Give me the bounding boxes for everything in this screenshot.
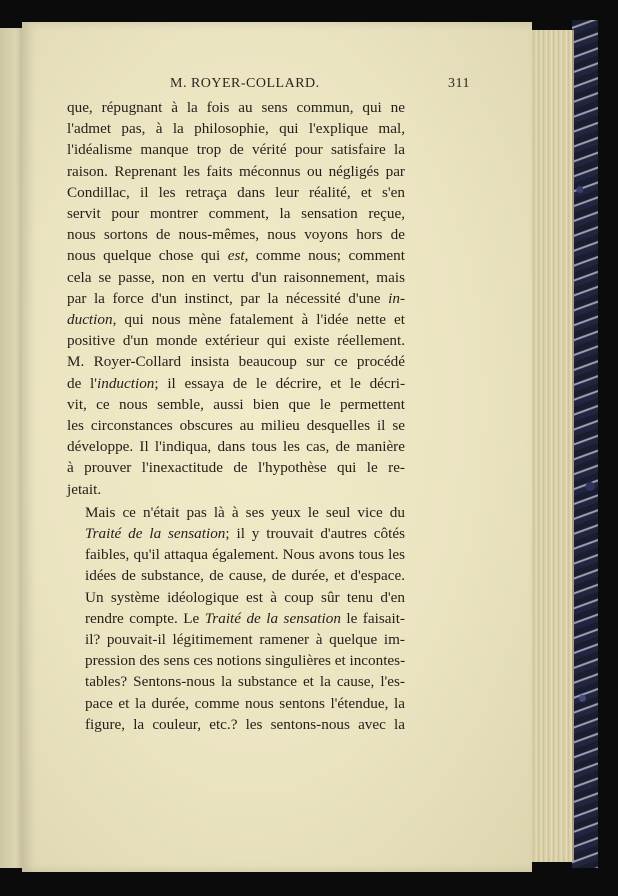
text-line: nous quelque chose qui est, comme nous; comment [67, 247, 405, 265]
text-line: Condillac, il les retraça dans leur réalité, et s'en [67, 183, 405, 201]
text-line: raison. Reprenant les faits méconnus ou négligés par [67, 162, 405, 180]
text-line: Mais ce n'était pas là à ses yeux le seul vice du [85, 503, 405, 521]
text-line: pace et la durée, comme nous sentons l'étendue, la [85, 694, 405, 712]
text-line: de l'induction; il essaya de le décrire, et le décri- [67, 374, 405, 392]
text-line: les circonstances obscures au milieu desquelles il se [67, 417, 405, 435]
text-line: faibles, qu'il attaqua également. Nous avons tous les [85, 546, 405, 564]
body-text [67, 97, 405, 735]
text-line: M. Royer-Collard insista beaucoup sur ce procédé [67, 353, 405, 371]
text-line: nous sortons de nous-mêmes, nous voyons hors de [67, 226, 405, 244]
page-number: 311 [448, 76, 470, 91]
text-line: positive d'un monde extérieur qui existe réellement. [67, 332, 405, 350]
text-line: il? pouvait-il légitimement ramener à quelque im- [85, 631, 405, 649]
text-line: vit, ce nous semble, aussi bien que le permettent [67, 395, 405, 413]
running-head [60, 76, 470, 96]
running-title: M. ROYER-COLLARD. [170, 76, 320, 91]
text-line: jetait. [67, 480, 102, 498]
text-line: figure, la couleur, etc.? les sentons-nous avec la [85, 715, 405, 733]
text-line: rendre compte. Le Traité de la sensation le faisait- [85, 609, 405, 627]
text-line: développe. Il l'indiqua, dans tous les cas, de manière [67, 438, 405, 456]
text-line: duction, qui nous mène fatalement à l'idée nette et [67, 311, 405, 329]
text-line: Traité de la sensation; il y trouvait d'autres côtés [85, 525, 405, 543]
text-line: à prouver l'inexactitude de l'hypothèse qui le re- [67, 459, 405, 477]
text-line: idées de substance, de cause, de durée, et d'espace. [85, 567, 405, 585]
text-line: servit pour montrer comment, la sensation reçue, [67, 205, 405, 223]
text-line: que, répugnant à la fois au sens commun, qui ne [67, 99, 405, 116]
marbled-cover-edge [572, 20, 598, 868]
paragraph-2 [67, 502, 405, 735]
text-line: tables? Sentons-nous la substance et la cause, l'es- [85, 673, 405, 691]
text-line: l'admet pas, à la philosophie, qui l'explique mal, [67, 120, 405, 138]
paragraph-1 [67, 97, 405, 500]
text-line: cela se passe, non en vertu d'un raisonnement, mais [67, 268, 405, 286]
text-line: l'idéalisme manque trop de vérité pour satisfaire la [67, 141, 405, 159]
text-line: par la force d'un instinct, par la nécessité d'une in- [67, 289, 405, 307]
text-line: pression des sens ces notions singulières et incontes- [85, 652, 406, 670]
text-line: Un système idéologique est à coup sûr tenu d'en [85, 588, 405, 606]
